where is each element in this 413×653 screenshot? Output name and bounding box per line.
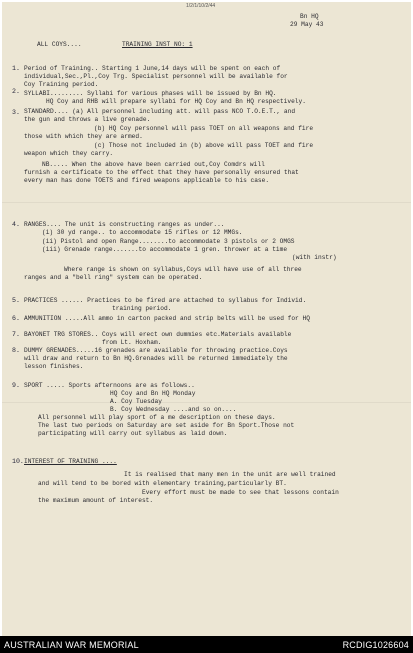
text-line: will draw and return to Bn HQ.Grenades will be returned immediately the: [24, 355, 288, 362]
para-number: 9.: [12, 382, 20, 389]
document-page: [2, 2, 411, 636]
text-line: PRACTICES ...... Practices to be fired are attached to syllabus for Individ.: [24, 297, 307, 304]
text-line: HQ Coy and RHB will prepare syllabi for HQ Coy and Bn HQ respectively.: [46, 98, 306, 105]
text-line: (with instr): [292, 254, 337, 261]
addressee: ALL COYS....: [37, 41, 82, 48]
text-line: and will tend to be bored with elementary training,particularly BT.: [38, 480, 287, 487]
text-line: Period of Training.. Starting 1 June,14 days will be spent on each of: [24, 65, 281, 72]
para-number: 7.: [12, 331, 20, 338]
text-line: NB..... When the above have been carried out,Coy Comdrs will: [42, 161, 265, 168]
archive-footer: [0, 636, 413, 653]
text-line: lesson finishes.: [24, 363, 84, 370]
text-line: RANGES.... The unit is constructing ranges as under...: [24, 221, 225, 228]
para-number: 4.: [12, 221, 20, 228]
para-number: 3.: [12, 109, 20, 116]
text-line: furnish a certificate to the effect that they have personally ensured that: [24, 169, 299, 176]
text-line: weapon which they carry.: [24, 150, 114, 157]
text-line: individual,Sec.,Pl.,Coy Trg. Specialist personnel will be available for: [24, 73, 288, 80]
text-line: (ii) Pistol and open Range........to accommodate 3 pistols or 2 OMGS: [42, 238, 295, 245]
document-title: TRAINING INST NO: 1: [122, 41, 193, 48]
text-line: the maximum amount of interest.: [38, 497, 154, 504]
paper-fold: [2, 402, 411, 403]
header-hq: Bn HQ: [300, 13, 319, 20]
text-line: DUMMY GRENADES.....16 grenades are available for throwing practice.Coys: [24, 347, 288, 354]
text-line: those with which they are armed.: [24, 133, 143, 140]
text-line: The last two periods on Saturday are set aside for Bn Sport.Those not: [38, 422, 295, 429]
para-number: 10.: [12, 458, 24, 465]
text-line: the gun and throws a live grenade.: [24, 116, 151, 123]
para-number: 8.: [12, 347, 20, 354]
para-number: 5.: [12, 297, 20, 304]
text-line: (b) HQ Coy personnel will pass TOET on all weapons and fire: [94, 125, 314, 132]
text-line: AMMUNITION .....All ammo in carton packed and strip belts will be used for HQ: [24, 315, 310, 322]
handwritten-reference: 1/2/1/10/2/44: [186, 3, 216, 9]
text-line: It is realised that many men in the unit are well trained: [124, 471, 336, 478]
text-line: SPORT ..... Sports afternoons are as follows..: [24, 382, 195, 389]
text-line: ranges and a "bell ring" system can be operated.: [24, 274, 203, 281]
text-line: SYLLABI......... Syllabi for various phases will be issued by Bn HQ.: [24, 90, 277, 97]
text-line: HQ Coy and Bn HQ Monday: [110, 390, 196, 397]
archive-record-id: RCDIG1026604: [342, 640, 409, 650]
para-number: 6.: [12, 315, 20, 322]
section-heading: INTEREST OF TRAINING ....: [24, 458, 117, 465]
text-line: (iii) Grenade range.......to accommodate 1 gren. thrower at a time: [42, 246, 288, 253]
text-line: (c) Those not included in (b) above will pass TOET and fire: [94, 142, 314, 149]
text-line: All personnel will play sport of a me description on these days.: [38, 414, 276, 421]
text-line: B. Coy Wednesday ....and so on....: [110, 406, 237, 413]
para-number: 2.: [12, 88, 20, 95]
text-line: (i) 30 yd range.. to accommodate 15 rifles or 12 MMGs.: [42, 229, 243, 236]
text-line: from Lt. Hoxham.: [102, 339, 162, 346]
header-date: 29 May 43: [290, 21, 324, 28]
text-line: A. Coy Tuesday: [110, 398, 162, 405]
text-line: every man has done TOETS and fired weapons applicable to his case.: [24, 177, 270, 184]
text-line: participating will carry out syllabus as laid down.: [38, 430, 228, 437]
text-line: STANDARD.... (a) All personnel including att. will pass NCO T.O.E.T., and: [24, 108, 296, 115]
text-line: Coy Training period.: [24, 81, 99, 88]
para-number: 1.: [12, 65, 20, 72]
text-line: BAYONET TRG STORES.. Coys will erect own dummies etc.Materials available: [24, 331, 292, 338]
archive-name: AUSTRALIAN WAR MEMORIAL: [4, 640, 139, 650]
paper-fold: [2, 202, 411, 203]
text-line: Where range is shown on syllabus,Coys will have use of all three: [64, 266, 302, 273]
text-line: Every effort must be made to see that lessons contain: [142, 489, 339, 496]
text-line: training period.: [112, 305, 172, 312]
